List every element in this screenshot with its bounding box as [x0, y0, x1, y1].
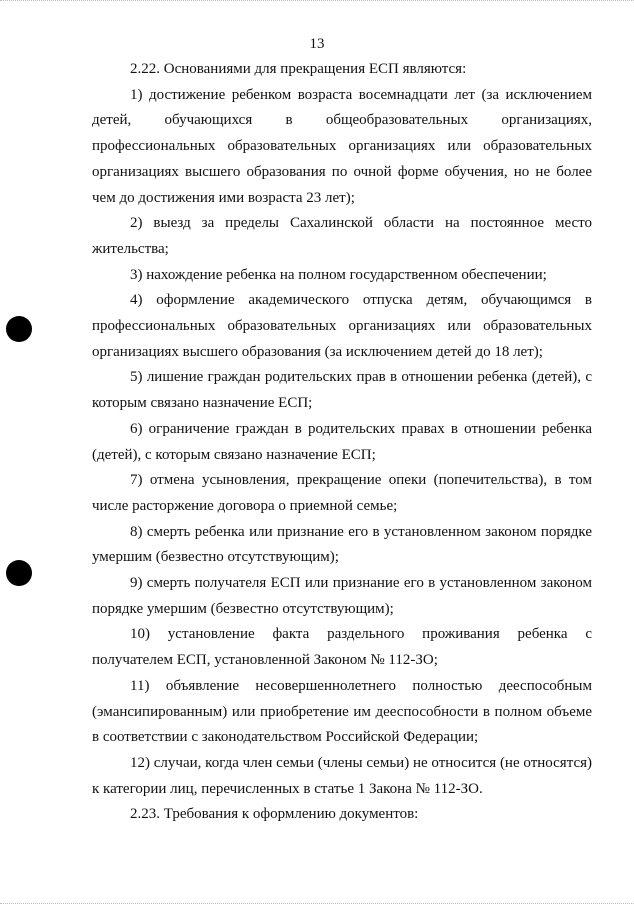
page-number: 13	[309, 36, 325, 52]
list-item-8: 8) смерть ребенка или признание его в установленном законом порядке умершим (безвестно отсутствующим);	[92, 523, 592, 566]
list-item-10: 10) установление факта раздельного проживания ребенка с получателем ЕСП, установленной Законом № 112-ЗО;	[92, 626, 592, 669]
list-item-11: 11) объявление несовершеннолетнего полностью дееспособным (эмансипированным) или приобретение им дееспособности в полном объеме в соответствии с законодательством Российской Федерации;	[92, 677, 592, 746]
list-item-7: 7) отмена усыновления, прекращение опеки (попечительства), в том числе расторжение договора о приемной семье;	[92, 472, 592, 514]
list-item-2: 2) выезд за пределы Сахалинской области на постоянное место жительства;	[92, 215, 592, 257]
scan-edge-bottom	[0, 902, 634, 904]
section-heading-2-22: 2.22. Основаниями для прекращения ЕСП являются:	[130, 61, 467, 77]
list-item-6: 6) ограничение граждан в родительских правах в отношении ребенка (детей), с которым связано назначение ЕСП;	[92, 420, 592, 463]
section-heading-2-23: 2.23. Требования к оформлению документов:	[130, 806, 419, 823]
list-item-4: 4) оформление академического отпуска детям, обучающимся в профессиональных образовательных организациях или образовательных организациях высшего образования (за исключением детей до 18 лет);	[92, 292, 592, 360]
punch-hole-top	[6, 316, 32, 342]
list-item-9: 9) смерть получателя ЕСП или признание его в установленном законом порядке умершим (безвестно отсутствующим);	[92, 575, 592, 617]
list-item-12: 12) случаи, когда член семьи (члены семьи) не относится (не относятся) к категории лиц, перечисленных в статье 1 Закона № 112-ЗО.	[92, 754, 592, 797]
list-item-3: 3) нахождение ребенка на полном государственном обеспечении;	[130, 266, 547, 283]
list-item-5: 5) лишение граждан родительских прав в отношении ребенка (детей), с которым связано назначение ЕСП;	[92, 369, 592, 412]
document-body	[92, 57, 592, 828]
list-item-1: 1) достижение ребенком возраста восемнадцати лет (за исключением детей, обучающихся в общеобразовательных организациях, профессиональных образовательных организациях или образовательных организациях высшего образования по очной форме обучения, но не более чем до достижения ими возраста 23 лет);	[92, 86, 592, 206]
scan-edge-top	[0, 0, 634, 2]
punch-hole-bottom	[6, 560, 32, 586]
